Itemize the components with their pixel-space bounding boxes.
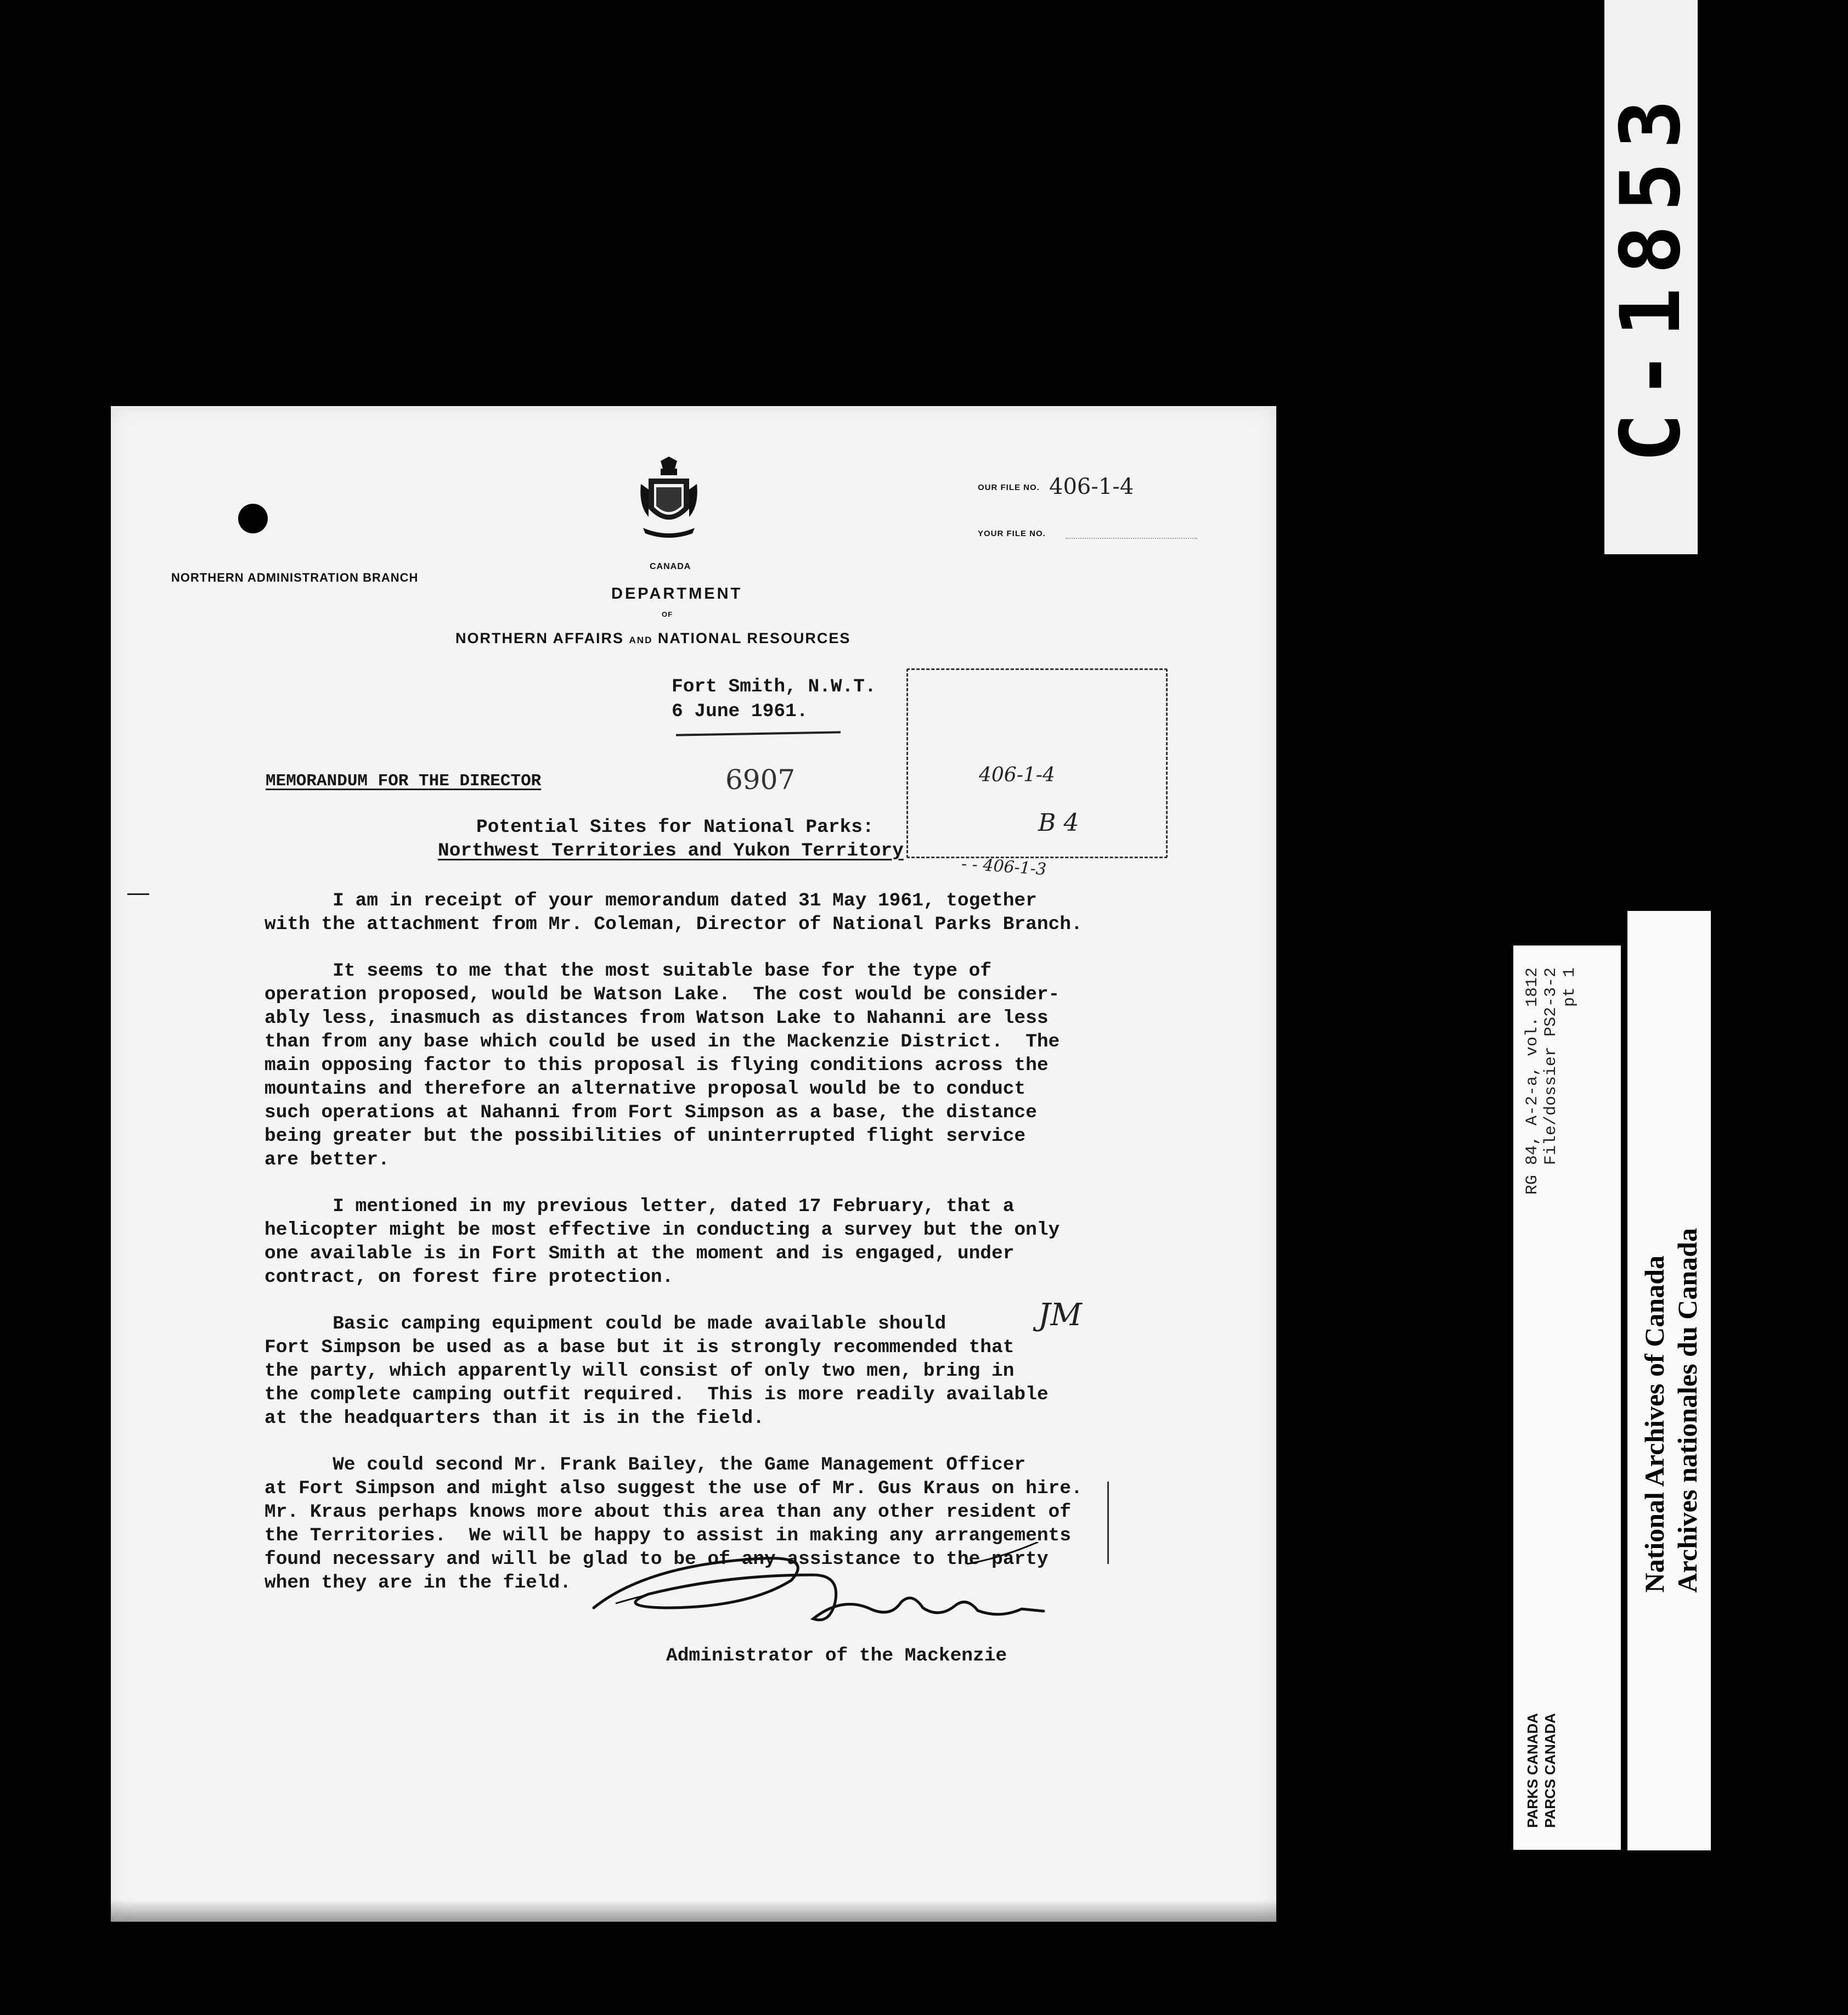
file-reference-line-1: RG 84, A-2-a, vol. 1812 [1523, 967, 1542, 1195]
registry-stamp [906, 668, 1168, 858]
subject-line-1: Potential Sites for National Parks: [476, 817, 874, 838]
margin-bracket [1104, 1482, 1109, 1564]
body-line: one available is in Fort Smith at the moment and is engaged, under [264, 1243, 1015, 1264]
signature-title: Administrator of the Mackenzie [666, 1645, 1007, 1667]
margin-dash [127, 893, 149, 895]
body-line: Basic camping equipment could be made available should [264, 1313, 946, 1335]
file-reference-label [1513, 945, 1621, 1850]
stamp-number: 6907 [725, 764, 796, 796]
body-line: I am in receipt of your memorandum dated 31 May 1961, together [264, 890, 1037, 911]
archives-label [1627, 911, 1711, 1850]
parks-canada-fr: PARCS CANADA [1542, 1713, 1558, 1828]
body-line: ably less, inasmuch as distances from Watson Lake to Nahanni are less [264, 1008, 1049, 1029]
body-line: the complete camping outfit required. This is more readily available [264, 1384, 1049, 1405]
archives-name-en: National Archives of Canada [1639, 1255, 1670, 1592]
file-reference-line-2: File/dossier PS2-3-2 [1542, 967, 1560, 1166]
body-line: when they are in the field. [264, 1572, 571, 1594]
memo-body [264, 889, 1219, 1595]
stamp-below-number: - - 406-1-3 [960, 854, 1047, 880]
stamp-file-number: 406-1-4 [979, 764, 1055, 786]
body-line: We could second Mr. Frank Bailey, the Game Management Officer [264, 1454, 1026, 1476]
ministry-part-a: NORTHERN AFFAIRS [455, 630, 624, 646]
your-file-blank [1066, 538, 1197, 539]
body-line: are better. [264, 1149, 390, 1170]
file-reference-line-3: pt 1 [1560, 967, 1579, 1008]
department-of: OF [662, 610, 673, 618]
body-line: being greater but the possibilities of uninterrupted flight service [264, 1125, 1026, 1147]
body-line: main opposing factor to this proposal is flying conditions across the [264, 1055, 1049, 1076]
date: 6 June 1961. [672, 701, 808, 722]
memo-page [111, 406, 1276, 1922]
body-line: at Fort Simpson and might also suggest the use of Mr. Gus Kraus on hire. [264, 1478, 1083, 1499]
body-line: the Territories. We will be happy to assist in making any arrangements [264, 1525, 1071, 1546]
paragraph-1 [264, 889, 1219, 936]
body-line: operation proposed, would be Watson Lake. The cost would be consider- [264, 984, 1060, 1005]
ministry-part-b: NATIONAL RESOURCES [657, 630, 851, 646]
paragraph-2 [264, 959, 1219, 1172]
body-line: with the attachment from Mr. Coleman, Director of National Parks Branch. [264, 914, 1083, 935]
body-line: mountains and therefore an alternative proposal would be to conduct [264, 1078, 1026, 1100]
our-file-label: OUR FILE NO. [978, 483, 1040, 492]
punch-hole [238, 504, 268, 533]
body-line: It seems to me that the most suitable base for the type of [264, 960, 992, 982]
stamp-code: B 4 [1038, 809, 1079, 837]
place: Fort Smith, N.W.T. [672, 676, 876, 697]
microfilm-reel-label [1604, 0, 1698, 554]
date-underline [676, 731, 841, 736]
our-file-number: 406-1-4 [1049, 474, 1134, 499]
page-edge-shadow [111, 1900, 1276, 1922]
ministry-name [455, 630, 850, 647]
body-line: found necessary and will be glad to be of any assistance to the party [264, 1549, 1049, 1570]
body-line: than from any base which could be used in the Mackenzie District. The [264, 1031, 1060, 1052]
body-line: helicopter might be most effective in conducting a survey but the only [264, 1219, 1060, 1241]
parks-canada-en: PARKS CANADA [1524, 1713, 1541, 1828]
coat-of-arms-icon [639, 457, 699, 539]
your-file-label: YOUR FILE NO. [978, 529, 1046, 538]
archives-name-fr: Archives nationales du Canada [1672, 1228, 1703, 1592]
reel-number: C-1853 [1603, 86, 1699, 463]
ministry-and: AND [629, 635, 653, 645]
subject-line-2: Northwest Territories and Yukon Territory [438, 840, 904, 862]
body-line: the party, which apparently will consist of only two men, bring in [264, 1360, 1015, 1382]
body-line: contract, on forest fire protection. [264, 1267, 674, 1288]
signature [583, 1542, 1055, 1641]
body-line: Mr. Kraus perhaps knows more about this area than any other resident of [264, 1501, 1071, 1523]
memo-heading: MEMORANDUM FOR THE DIRECTOR [266, 772, 542, 791]
body-line: Fort Simpson be used as a base but it is strongly recommended that [264, 1337, 1015, 1358]
margin-initials: JM [1038, 1297, 1082, 1333]
paragraph-3 [264, 1195, 1219, 1289]
body-line: such operations at Nahanni from Fort Simpson as a base, the distance [264, 1102, 1037, 1123]
body-line: I mentioned in my previous letter, dated 17 February, that a [264, 1196, 1015, 1217]
body-line: at the headquarters than it is in the field. [264, 1408, 764, 1429]
branch-name: NORTHERN ADMINISTRATION BRANCH [171, 571, 419, 584]
country-name: CANADA [650, 562, 691, 571]
department-title: DEPARTMENT [611, 585, 743, 603]
